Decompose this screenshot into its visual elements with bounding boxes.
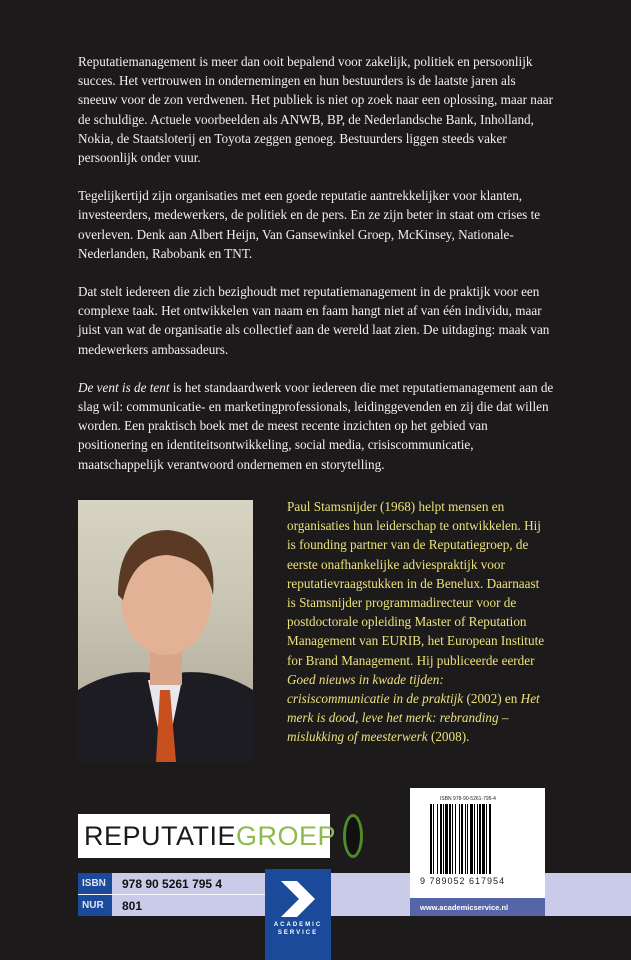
academic-service-logo [265, 869, 331, 960]
publisher-line-1: ACADEMIC [273, 922, 323, 928]
isbn-block [78, 873, 265, 916]
barcode [410, 788, 545, 898]
reputatiegroep-logo [78, 814, 337, 858]
barcode-number: 9 789052 617954 [420, 876, 506, 886]
blurb-paragraph-2: Tegelijkertijd zijn organisaties met een goede reputatie aantrekkelijker voor klanten, investeerders, medewerkers, de politiek en de pers. En ze zijn beter in staat om crises te overleven. Denk aan Albert Heijn, Van Gansewinkel Groep, McKinsey, Nationale-Nederlanden, Rabobank en TNT. [78, 188, 541, 261]
blurb-paragraph-3: Dat stelt iedereen die zich bezighoudt met reputatiemanagement in de praktijk voor een complexe taak. Het ontwikkelen van naam en faam hangt niet af van één individu, maar juist van wat de organisatie als collectief aan de wereld laat zien. De uitdaging: maak van medewerkers ambassadeurs. [78, 284, 550, 357]
bio-text: Paul Stamsnijder (1968) helpt mensen en organisaties hun leiderschap te ontwikkelen. Hij is founding partner van de Reputatiegroep, de eerste onafhankelijke adviespraktijk voor reputatievraagstukken in de Benelux. Daarnaast is Stamsnijder programmadirecteur voor de postdoctorale opleiding Master of Reputation Management van EURIB, het European Institute for Brand Management. Hij publiceerde eerder [287, 499, 545, 668]
bio-year-2: (2008). [427, 729, 470, 745]
barcode-isbn-text: ISBN 978-90-5261-795-4 [440, 796, 496, 802]
author-photo [78, 500, 253, 762]
isbn-value: 978 90 5261 795 4 [122, 876, 223, 891]
logo-part-1: REPUTATIE [84, 820, 237, 851]
back-cover-blurb [78, 52, 556, 493]
logo-part-2: GROEP [236, 820, 337, 851]
book-title: De vent is de tent [78, 379, 170, 395]
bio-book-1: Goed nieuws in kwade tijden: crisiscommunicatie in de praktijk [287, 671, 464, 707]
ring-icon [346, 817, 360, 855]
blurb-paragraph-4-text: is het standaardwerk voor iedereen die met reputatiemanagement aan de slag wil: communicatie- en marketingprofessionals, leidinggevenden en zij die dat willen worden. Een praktisch boek met de meest recente inzichten op het gebied van positionering en identiteitsontwikkeling, social media, crisiscommunicatie, maatschappelijk verantwoord ondernemen en storytelling. [78, 379, 554, 472]
nur-label: NUR [78, 895, 112, 916]
publisher-url[interactable]: www.academicservice.nl [410, 898, 545, 916]
bio-book-2: Het merk is dood, leve het merk: rebranding – mislukking of meesterwerk [287, 691, 540, 745]
chevron-right-icon [265, 873, 331, 923]
nur-value: 801 [122, 898, 143, 913]
blurb-paragraph-1: Reputatiemanagement is meer dan ooit bepalend voor zakelijk, politiek en persoonlijk succes. Het vertrouwen in ondernemingen en hun bestuurders is de laatste jaren als sneeuw voor de zon verdwenen. Het publiek is niet op zoek naar een oplossing, maar naar de schuldige. Actuele voorbeelden als ANWB, BP, de Nederlandsche Bank, Inholland, Nokia, de Staatsloterij en Toyota zeggen genoeg. Bestuurders liggen steeds vaker persoonlijk onder vuur. [78, 54, 553, 166]
blurb-paragraph-4 [78, 378, 556, 474]
barcode-bar [491, 804, 492, 874]
bio-year-1: (2002) en [463, 691, 521, 707]
author-bio [287, 497, 549, 747]
publisher-line-2: SERVICE [277, 930, 319, 936]
barcode-bars [430, 804, 520, 874]
isbn-label: ISBN [78, 873, 112, 894]
